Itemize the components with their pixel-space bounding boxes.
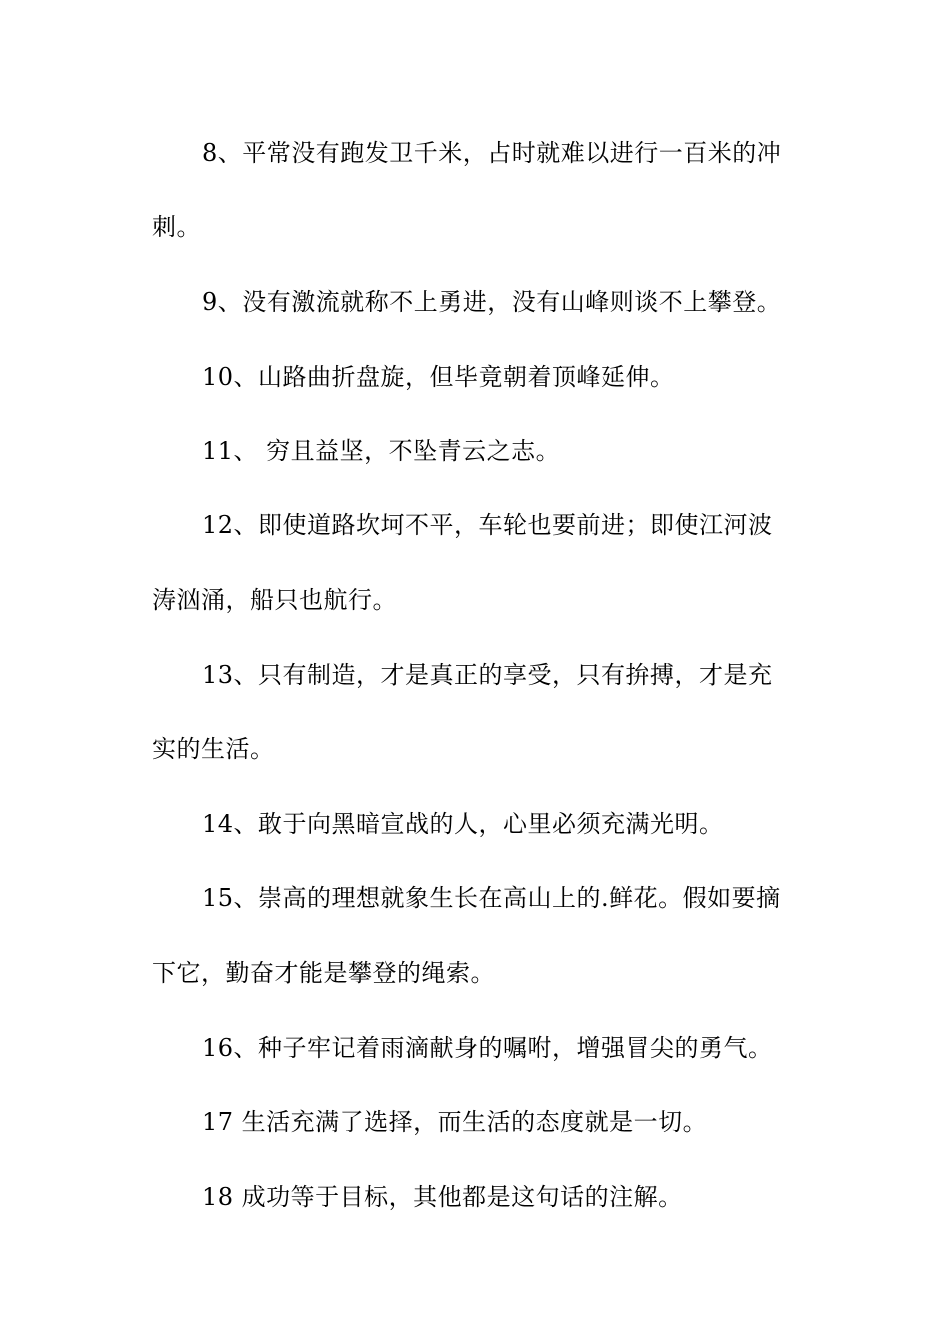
quote-16: 16、种子牢记着雨滴献身的嘱咐，增强冒尖的勇气。 xyxy=(202,1034,773,1062)
quote-12-line-2: 涛汹涌，船只也航行。 xyxy=(152,586,397,614)
quote-15-line-2: 下它，勤奋才能是攀登的绳索。 xyxy=(152,959,495,987)
quote-13-line-2: 实的生活。 xyxy=(152,735,275,763)
quote-17: 17 生活充满了选择，而生活的态度就是一切。 xyxy=(202,1108,708,1136)
quote-9: 9、没有激流就称不上勇进，没有山峰则谈不上攀登。 xyxy=(202,288,782,316)
quote-11: 11、 穷且益坚，不坠青云之志。 xyxy=(202,437,561,465)
quote-15-line-1: 15、崇高的理想就象生长在高山上的.鲜花。假如要摘 xyxy=(202,884,781,912)
quote-12-line-1: 12、即使道路坎坷不平，车轮也要前进；即使江河波 xyxy=(202,511,773,539)
quote-8-line-2: 刺。 xyxy=(152,213,201,241)
quote-18: 18 成功等于目标，其他都是这句话的注解。 xyxy=(202,1183,683,1211)
quote-10: 10、山路曲折盘旋，但毕竟朝着顶峰延伸。 xyxy=(202,363,675,391)
quote-14: 14、敢于向黑暗宣战的人，心里必须充满光明。 xyxy=(202,810,724,838)
quote-8-line-1: 8、平常没有跑发卫千米，占时就难以进行一百米的冲 xyxy=(202,139,782,167)
quote-13-line-1: 13、只有制造，才是真正的享受，只有拚搏，才是充 xyxy=(202,661,773,689)
